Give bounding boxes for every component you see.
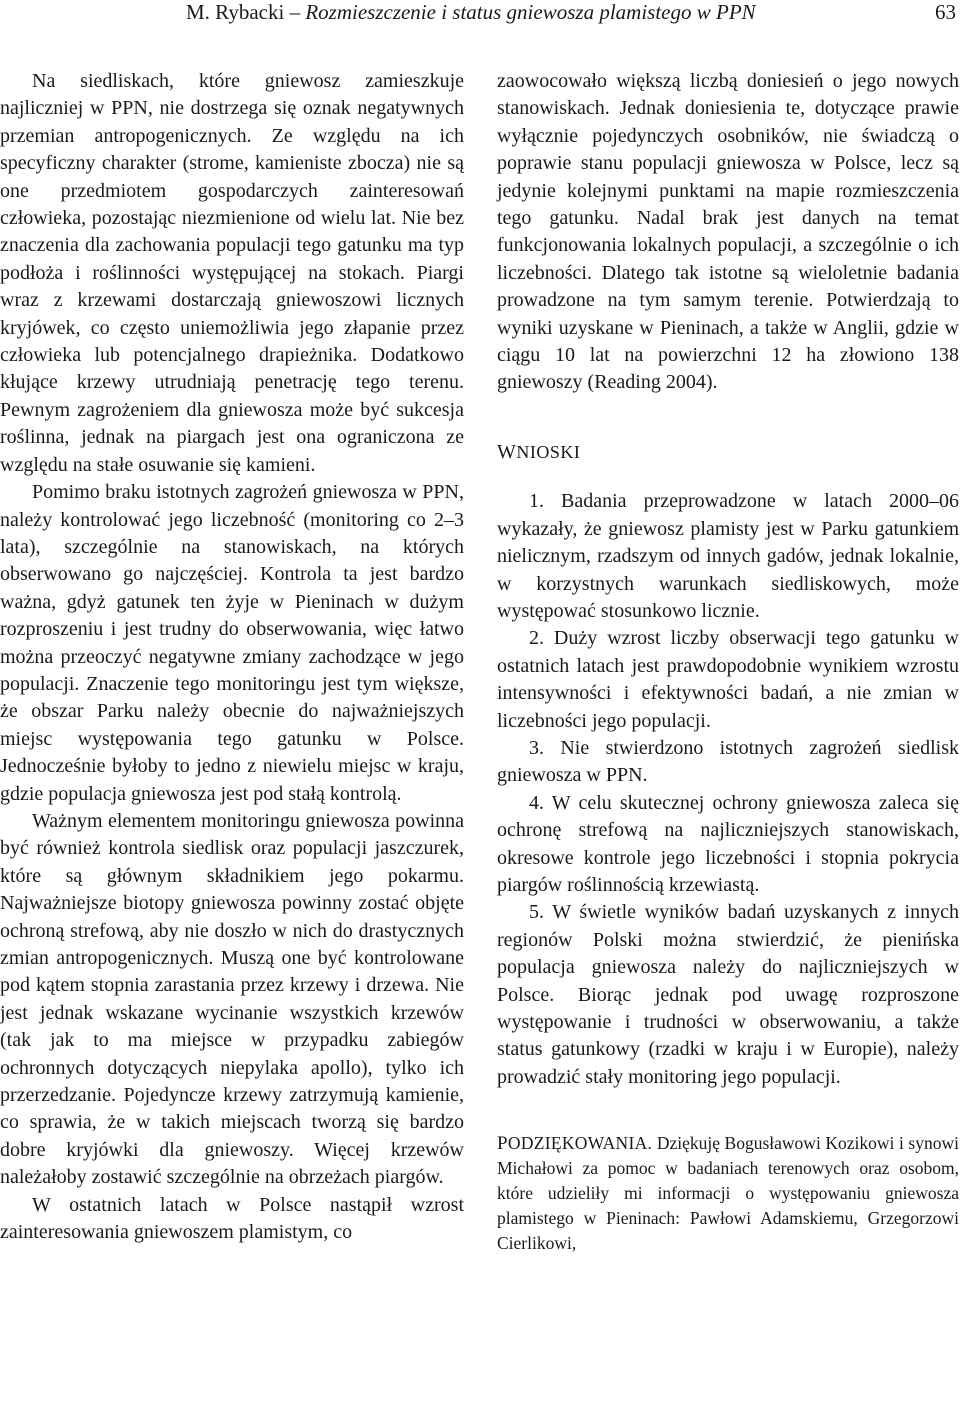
acknowledgements-text: Dziękuję Bogusławowi Kozikowi i synowi Michałowi za pomoc w badaniach terenowych oraz osobom, które udzieliły mi informacji o występowaniu gniewosza plamistego w Pieninach: Pawłowi Adamskiemu, Grzegorzowi Cierlikowi, — [497, 1133, 959, 1254]
section-heading-rest: NIOSKI — [516, 441, 581, 462]
running-head-author: M. Rybacki – — [186, 0, 306, 24]
acknowledgements — [497, 1131, 959, 1256]
right-column — [497, 68, 959, 1256]
conclusion-item: 5. W świetle wyników badań uzyskanych z innych regionów Polski można stwierdzić, że pienińska populacja gniewosza należy do najliczniejszych w Polsce. Biorąc jednak pod uwagę rozproszone występowanie i trudności w obserwowaniu, a także status gatunkowy (rzadki w kraju i w Europie), należy prowadzić stały monitoring jego populacji. — [497, 901, 959, 1088]
paragraph-continuation: zaowocowało większą liczbą doniesień o jego nowych stanowiskach. Jednak doniesienia te, dotyczące prawie wyłącznie pojedynczych osobników, nie świadczą o poprawie stanu populacji gniewosza w Polsce, lecz są jedynie kolejnymi punktami na mapie rozmieszczenia tego gatunku. Nadal brak jest danych na temat funkcjonowania lokalnych populacji, a szczególnie o ich liczebności. Dlatego tak istotne są wieloletnie badania prowadzone na tym samym terenie. Potwierdzają to wyniki uzyskane w Pieninach, a także w Anglii, gdzie w ciągu 10 lat na powierzchni 12 ha złowiono 138 gniewoszy (Reading 2004). — [497, 70, 959, 394]
paragraph: W ostatnich latach w Polsce nastąpił wzrost zainteresowania gniewoszem plamistym, co — [0, 1193, 464, 1244]
conclusion-item: 2. Duży wzrost liczby obserwacji tego gatunku w ostatnich latach jest prawdopodobnie wynikiem wzrostu intensywności i efektywności badań, a nie zmian w liczebności jego populacji. — [497, 627, 959, 732]
running-head — [0, 0, 960, 30]
acknowledgements-label-rest: ODZIĘKOWANIA. — [507, 1133, 653, 1154]
section-heading-conclusions — [497, 439, 959, 466]
running-head-citation — [186, 0, 756, 24]
left-column — [0, 68, 464, 1246]
acknowledgements-label — [497, 1133, 652, 1153]
running-head-title: Rozmieszczenie i status gniewosza plamistego w PPN — [305, 0, 756, 24]
conclusion-item: 1. Badania przeprowadzone w latach 2000–06 wykazały, że gniewosz plamisty jest w Parku gatunkiem nielicznym, rzadszym od innych gadów, jednak lokalnie, w korzystnych warunkach siedliskowych, może występować stosunkowo licznie. — [497, 490, 959, 622]
paragraph: Ważnym elementem monitoringu gniewosza powinna być również kontrola siedlisk oraz populacji jaszczurek, które są głównym składnikiem jego pokarmu. Najważniejsze biotopy gniewosza powinny zostać objęte ochroną strefową, aby nie doszło w nich do drastycznych zmian antropogenicznych. Muszą one być kontrolowane pod kątem stopnia zarastania przez krzewy i drzewa. Nie jest jednak wskazane wycinanie wszystkich krzewów (tak jak to ma miejsce w przypadku zabiegów ochronnych dotyczących niepylaka apollo), tylko ich przerzedzanie. Pojedyncze krzewy zatrzymują kamienie, co sprawia, że w takich miejscach tworzą się bardzo dobre kryjówki dla gniewoszy. Więcej krzewów należałoby zostawić szczególnie na obrzeżach piargów. — [0, 809, 464, 1189]
section-heading-initial: W — [497, 440, 517, 463]
conclusion-item: 3. Nie stwierdzono istotnych zagrożeń siedlisk gniewosza w PPN. — [497, 736, 959, 787]
page-number: 63 — [935, 0, 956, 24]
paragraph: Na siedliskach, które gniewosz zamieszkuje najliczniej w PPN, nie dostrzega się oznak negatywnych przemian antropogenicznych. Ze względu na ich specyficzny charakter (strome, kamieniste zbocza) nie są one przedmiotem gospodarczych zainteresowań człowieka, pozostając niezmienione od wielu lat. Nie bez znaczenia dla zachowania populacji tego gatunku ma typ podłoża i roślinności występującej na stokach. Piargi wraz z krzewami dostarczają gniewoszowi licznych kryjówek, co często uniemożliwia jego złapanie przez człowieka lub potencjalnego drapieżnika. Dodatkowo kłujące krzewy utrudniają penetrację tego terenu. Pewnym zagrożeniem dla gniewosza może być sukcesja roślinna, jednak na piargach jest ona ograniczona ze względu na stałe osuwanie się kamieni. — [0, 70, 464, 476]
acknowledgements-label-initial: P — [497, 1133, 508, 1155]
paragraph: Pomimo braku istotnych zagrożeń gniewosza w PPN, należy kontrolować jego liczebność (monitoring co 2–3 lata), szczególnie na stanowiskach, na których obserwowano go najczęściej. Kontrola ta jest bardzo ważna, gdyż gatunek ten żyje w Pieninach w dużym rozproszeniu i jest trudny do obserwowania, więc łatwo można przeoczyć negatywne zmiany zachodzące w jego populacji. Znaczenie tego monitoringu jest tym większe, że obszar Parku należy obecnie do najważniejszych miejsc występowania tego gatunku w Polsce. Jednocześnie byłoby to jedno z niewielu miejsc w kraju, gdzie populacja gniewosza jest pod stałą kontrolą. — [0, 481, 464, 805]
conclusion-item: 4. W celu skutecznej ochrony gniewosza zaleca się ochronę strefową na najliczniejszych stanowiskach, okresowe kontrole jego liczebności i stopnia pokrycia piargów roślinnością krzewiastą. — [497, 791, 959, 896]
